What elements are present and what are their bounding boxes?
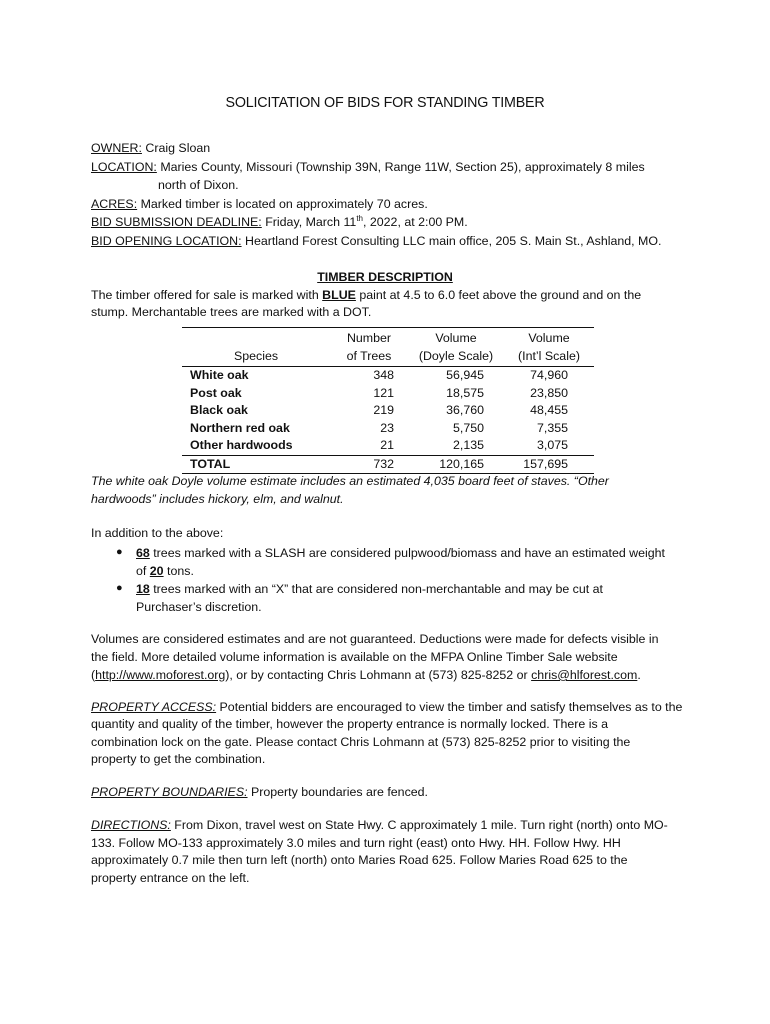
- bullet-nonmerch-line2: Purchaser’s discretion.: [136, 600, 262, 614]
- pulpwood-weight-pre: of: [136, 564, 150, 578]
- bullet-dot: ●: [116, 582, 123, 594]
- directions-text: From Dixon, travel west on State Hwy. C approximately 1 mile. Turn right (north) onto MO-: [170, 818, 668, 832]
- species-cell: Black oak: [190, 403, 248, 417]
- deadline-label: BID SUBMISSION DEADLINE:: [91, 215, 262, 229]
- location-continuation: north of Dixon.: [158, 178, 239, 192]
- header-doyle: Volume (Doyle Scale): [408, 328, 504, 367]
- header-species: Species: [182, 328, 330, 367]
- access-line2: quantity and quality of the timber, however the property entrance is normally locked. There is a: [91, 717, 609, 731]
- access-line1: [91, 698, 682, 716]
- timber-volume-table: [182, 327, 594, 474]
- nonmerch-text: trees marked with an “X” that are considered non-merchantable and may be cut at: [149, 582, 603, 596]
- volumes-contact-text: ), or by contacting Chris Lohmann at (573) 825-8252 or: [225, 668, 532, 682]
- doyle-cell: 2,135: [452, 438, 484, 452]
- table-row: [182, 385, 594, 403]
- table-total-row: [182, 455, 594, 474]
- access-text: Potential bidders are encouraged to view the timber and satisfy themselves as to the: [216, 700, 683, 714]
- boundaries-label: PROPERTY BOUNDARIES:: [91, 785, 248, 799]
- bullet-pulpwood-line2: [136, 562, 194, 580]
- acres-line: [91, 195, 428, 213]
- directions-label: DIRECTIONS:: [91, 818, 171, 832]
- trees-cell: 348: [373, 368, 394, 382]
- deadline-value-pre: Friday, March 11: [261, 215, 357, 229]
- trees-cell: 21: [380, 438, 394, 452]
- location-line: [91, 158, 645, 176]
- table-note-line2: hardwoods” includes hickory, elm, and walnut.: [91, 492, 344, 506]
- volumes-para-line1: Volumes are considered estimates and are not guaranteed. Deductions were made for defects visible in: [91, 632, 659, 646]
- trees-cell: 219: [373, 403, 394, 417]
- email-link[interactable]: chris@hlforest.com: [531, 668, 638, 682]
- table-header-row: [182, 328, 594, 367]
- trees-cell: 23: [380, 420, 394, 435]
- timber-intro-line2: stump. Merchantable trees are marked with a DOT.: [91, 305, 372, 319]
- header-intl: Volume (Int’l Scale): [504, 328, 594, 367]
- intl-cell: 74,960: [530, 368, 568, 382]
- owner-value: Craig Sloan: [141, 141, 211, 155]
- trees-cell: 121: [373, 385, 394, 400]
- owner-line: [91, 139, 210, 157]
- access-line4: property to get the combination.: [91, 752, 266, 766]
- boundaries-line: [91, 783, 428, 801]
- pulpwood-count: 68: [136, 546, 150, 560]
- table-row: [182, 420, 594, 438]
- nonmerch-count: 18: [136, 582, 150, 596]
- acres-label: ACRES:: [91, 197, 138, 211]
- species-cell: Other hardwoods: [190, 438, 293, 452]
- table-row: [182, 367, 594, 385]
- access-line3: combination lock on the gate. Please contact Chris Lohmann at (573) 825-8252 prior to visiting the: [91, 735, 631, 749]
- table-row: [182, 437, 594, 455]
- intl-cell: 7,355: [536, 420, 568, 435]
- doyle-cell: 18,575: [446, 385, 484, 400]
- pulpwood-weight-post: tons.: [163, 564, 194, 578]
- total-label: TOTAL: [182, 455, 330, 474]
- deadline-line: [91, 213, 468, 231]
- access-label: PROPERTY ACCESS:: [91, 700, 217, 714]
- intl-cell: 23,850: [530, 385, 568, 400]
- directions-line1: [91, 816, 668, 834]
- volumes-period: .: [637, 668, 641, 682]
- paint-color: BLUE: [322, 288, 356, 302]
- species-cell: White oak: [190, 368, 249, 382]
- opening-label: BID OPENING LOCATION:: [91, 234, 242, 248]
- intl-cell: 48,455: [530, 403, 568, 417]
- boundaries-value: Property boundaries are fenced.: [247, 785, 428, 799]
- acres-value: Marked timber is located on approximately 70 acres.: [137, 197, 428, 211]
- timber-intro-line1: [91, 286, 641, 304]
- table-row: [182, 402, 594, 420]
- opening-value: Heartland Forest Consulting LLC main office, 205 S. Main St., Ashland, MO.: [241, 234, 662, 248]
- deadline-value-post: , 2022, at 2:00 PM.: [363, 215, 468, 229]
- pulpwood-weight: 20: [149, 564, 164, 578]
- table-note-line1: The white oak Doyle volume estimate includes an estimated 4,035 board feet of staves. “Other: [91, 474, 609, 488]
- species-cell: Northern red oak: [190, 420, 290, 435]
- bullet-pulpwood-line1: [136, 544, 665, 562]
- total-doyle: 120,165: [408, 455, 504, 474]
- bullet-nonmerch-line1: [136, 580, 603, 598]
- owner-label: OWNER:: [91, 141, 142, 155]
- directions-line3: approximately 0.7 mile then turn left (north) onto Maries Road 625. Follow Maries Road 625 to the: [91, 853, 628, 867]
- deadline-value-sup: th: [356, 213, 363, 223]
- document-title: SOLICITATION OF BIDS FOR STANDING TIMBER: [225, 95, 545, 111]
- intl-cell: 3,075: [536, 438, 568, 452]
- total-intl: 157,695: [504, 455, 594, 474]
- doyle-cell: 5,750: [452, 420, 484, 435]
- location-value: Maries County, Missouri (Township 39N, Range 11W, Section 25), approximately 8 miles: [156, 160, 645, 174]
- species-cell: Post oak: [190, 385, 242, 400]
- location-label: LOCATION:: [91, 160, 157, 174]
- volumes-para-line2: the field. More detailed volume information is available on the MFPA Online Timber Sale website: [91, 650, 618, 664]
- timber-intro-pre: The timber offered for sale is marked with: [91, 288, 323, 302]
- bullet-dot: ●: [116, 546, 123, 558]
- header-trees: Number of Trees: [330, 328, 408, 367]
- volumes-para-line3: [91, 666, 641, 684]
- directions-line4: property entrance on the left.: [91, 871, 250, 885]
- pulpwood-text: trees marked with a SLASH are considered pulpwood/biomass and have an estimated weight: [149, 546, 665, 560]
- doyle-cell: 36,760: [446, 403, 484, 417]
- directions-line2: 133. Follow MO-133 approximately 3.0 miles and turn right (east) onto Hwy. HH. Follow Hwy. HH: [91, 836, 621, 850]
- doyle-cell: 56,945: [446, 368, 484, 382]
- timber-description-heading: TIMBER DESCRIPTION: [317, 270, 453, 284]
- volumes-paren-open: (: [91, 668, 96, 682]
- opening-line: [91, 232, 661, 250]
- moforest-link[interactable]: http://www.moforest.org: [95, 668, 226, 682]
- timber-intro-post: paint at 4.5 to 6.0 feet above the ground and on the: [355, 288, 642, 302]
- total-trees: 732: [330, 455, 408, 474]
- addition-intro: In addition to the above:: [91, 526, 224, 540]
